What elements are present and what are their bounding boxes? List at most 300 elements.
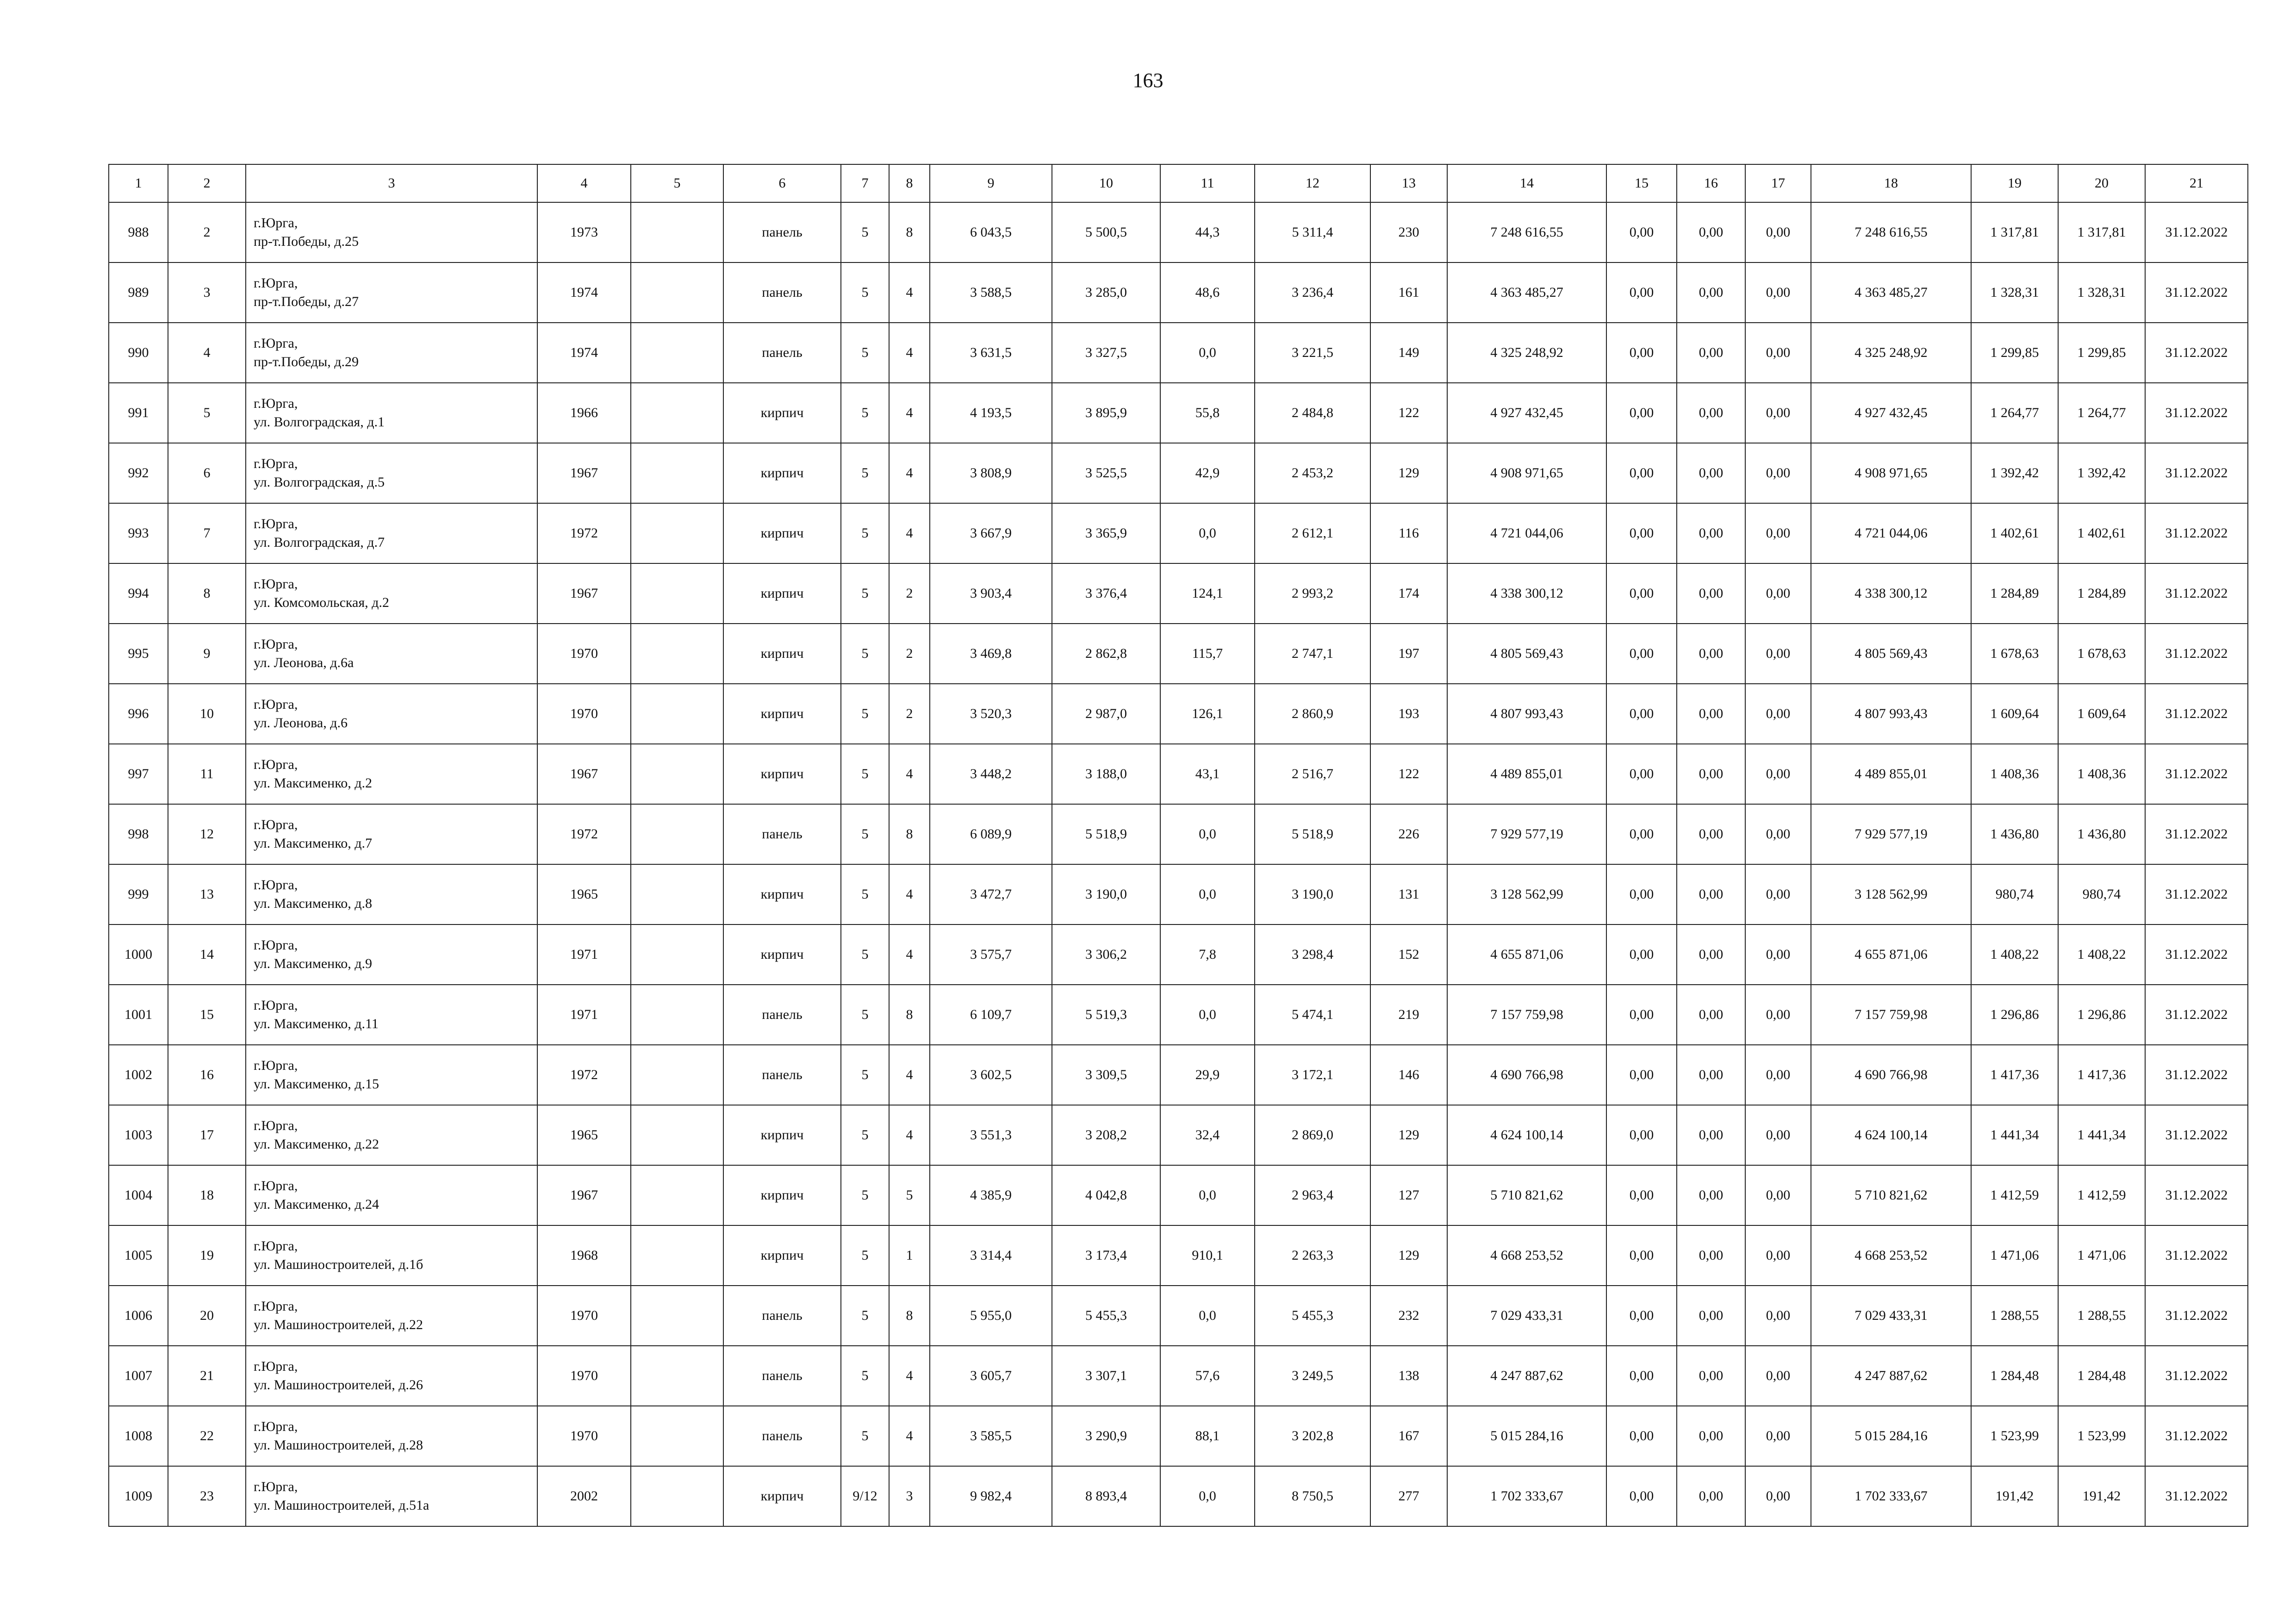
table-row xyxy=(109,1105,2248,1165)
table-cell-col-3 xyxy=(246,1105,537,1165)
address-street: ул. Машиностроителей, д.1б xyxy=(254,1257,423,1272)
table-cell-col-3 xyxy=(246,383,537,443)
table-cell-col-11: 44,3 xyxy=(1160,202,1255,262)
table-cell-col-10: 3 376,4 xyxy=(1052,563,1160,624)
table-cell-col-11: 0,0 xyxy=(1160,503,1255,563)
table-cell-col-16: 0,00 xyxy=(1677,323,1745,383)
table-cell-col-3 xyxy=(246,563,537,624)
table-cell-col-9: 3 808,9 xyxy=(930,443,1052,503)
address-city: г.Юрга, xyxy=(254,1479,298,1494)
table-cell-col-12: 3 172,1 xyxy=(1255,1045,1370,1105)
table-cell-col-10: 5 455,3 xyxy=(1052,1286,1160,1346)
table-cell-col-13: 197 xyxy=(1370,624,1447,684)
table-cell-col-18: 7 929 577,19 xyxy=(1811,804,1971,864)
table-cell-col-9: 3 602,5 xyxy=(930,1045,1052,1105)
table-cell-col-16: 0,00 xyxy=(1677,1406,1745,1466)
table-cell-col-7: 5 xyxy=(841,1045,889,1105)
address-street: ул. Леонова, д.6 xyxy=(254,715,348,731)
table-row xyxy=(109,924,2248,985)
address-city: г.Юрга, xyxy=(254,1058,298,1073)
address-city: г.Юрга, xyxy=(254,516,298,531)
table-cell-col-6: кирпич xyxy=(723,563,841,624)
table-cell-col-10: 3 525,5 xyxy=(1052,443,1160,503)
table-cell-col-5 xyxy=(631,1466,723,1526)
table-cell-col-17: 0,00 xyxy=(1745,924,1811,985)
table-cell-col-3 xyxy=(246,864,537,924)
table-cell-col-19: 1 284,89 xyxy=(1971,563,2058,624)
table-cell-col-21: 31.12.2022 xyxy=(2145,1466,2248,1526)
table-cell-col-3 xyxy=(246,1286,537,1346)
table-cell-col-4: 1967 xyxy=(537,443,631,503)
table-cell-col-18: 4 489 855,01 xyxy=(1811,744,1971,804)
table-cell-col-18: 4 624 100,14 xyxy=(1811,1105,1971,1165)
address-city: г.Юрга, xyxy=(254,877,298,893)
table-cell-col-17: 0,00 xyxy=(1745,1466,1811,1526)
table-cell-col-10: 5 500,5 xyxy=(1052,202,1160,262)
table-cell-col-9: 3 472,7 xyxy=(930,864,1052,924)
table-cell-col-17: 0,00 xyxy=(1745,323,1811,383)
table-cell-col-4: 1970 xyxy=(537,624,631,684)
address-street: ул. Максименко, д.2 xyxy=(254,775,373,791)
table-cell-col-12: 2 860,9 xyxy=(1255,684,1370,744)
table-cell-col-15: 0,00 xyxy=(1606,1286,1677,1346)
column-header-2: 2 xyxy=(168,164,246,202)
table-cell-col-4: 1967 xyxy=(537,744,631,804)
table-cell-col-5 xyxy=(631,1105,723,1165)
table-cell-col-19: 1 296,86 xyxy=(1971,985,2058,1045)
address-street: ул. Максименко, д.7 xyxy=(254,836,373,851)
table-cell-col-12: 2 869,0 xyxy=(1255,1105,1370,1165)
table-cell-col-9: 6 043,5 xyxy=(930,202,1052,262)
table-row xyxy=(109,202,2248,262)
table-cell-col-8: 4 xyxy=(889,1346,930,1406)
table-cell-col-17: 0,00 xyxy=(1745,1286,1811,1346)
table-row xyxy=(109,1165,2248,1225)
table-cell-col-13: 129 xyxy=(1370,1225,1447,1286)
table-cell-col-13: 146 xyxy=(1370,1045,1447,1105)
table-cell-col-2: 8 xyxy=(168,563,246,624)
table-cell-col-8: 4 xyxy=(889,924,930,985)
table-cell-col-20: 1 436,80 xyxy=(2058,804,2145,864)
table-row xyxy=(109,1406,2248,1466)
table-cell-col-17: 0,00 xyxy=(1745,443,1811,503)
table-cell-col-10: 3 309,5 xyxy=(1052,1045,1160,1105)
table-cell-col-2: 22 xyxy=(168,1406,246,1466)
table-cell-col-18: 7 029 433,31 xyxy=(1811,1286,1971,1346)
table-cell-col-3 xyxy=(246,503,537,563)
table-cell-col-14: 7 929 577,19 xyxy=(1447,804,1606,864)
table-cell-col-13: 122 xyxy=(1370,744,1447,804)
table-cell-col-21: 31.12.2022 xyxy=(2145,985,2248,1045)
table-cell-col-7: 5 xyxy=(841,1105,889,1165)
address-street: ул. Комсомольская, д.2 xyxy=(254,595,389,610)
table-cell-col-14: 3 128 562,99 xyxy=(1447,864,1606,924)
table-cell-col-5 xyxy=(631,924,723,985)
table-cell-col-12: 5 455,3 xyxy=(1255,1286,1370,1346)
table-cell-col-8: 4 xyxy=(889,262,930,323)
table-cell-col-4: 1966 xyxy=(537,383,631,443)
table-cell-col-11: 126,1 xyxy=(1160,684,1255,744)
table-cell-col-15: 0,00 xyxy=(1606,1406,1677,1466)
table-cell-col-21: 31.12.2022 xyxy=(2145,1045,2248,1105)
table-cell-col-6: панель xyxy=(723,985,841,1045)
table-cell-col-17: 0,00 xyxy=(1745,503,1811,563)
table-cell-col-18: 4 363 485,27 xyxy=(1811,262,1971,323)
address-street: ул. Максименко, д.15 xyxy=(254,1076,380,1092)
table-cell-col-5 xyxy=(631,624,723,684)
column-header-18: 18 xyxy=(1811,164,1971,202)
table-cell-col-10: 3 285,0 xyxy=(1052,262,1160,323)
table-cell-col-5 xyxy=(631,503,723,563)
column-header-15: 15 xyxy=(1606,164,1677,202)
table-cell-col-9: 4 193,5 xyxy=(930,383,1052,443)
table-cell-col-15: 0,00 xyxy=(1606,323,1677,383)
table-cell-col-14: 5 015 284,16 xyxy=(1447,1406,1606,1466)
address-city: г.Юрга, xyxy=(254,1419,298,1434)
table-cell-col-14: 4 668 253,52 xyxy=(1447,1225,1606,1286)
table-cell-col-15: 0,00 xyxy=(1606,563,1677,624)
table-cell-col-14: 4 807 993,43 xyxy=(1447,684,1606,744)
column-header-19: 19 xyxy=(1971,164,2058,202)
column-header-8: 8 xyxy=(889,164,930,202)
table-cell-col-3 xyxy=(246,985,537,1045)
table-cell-col-8: 2 xyxy=(889,624,930,684)
table-cell-col-6: кирпич xyxy=(723,1165,841,1225)
table-cell-col-6: панель xyxy=(723,202,841,262)
table-cell-col-9: 3 551,3 xyxy=(930,1105,1052,1165)
address-street: ул. Волгоградская, д.1 xyxy=(254,414,385,430)
table-cell-col-10: 2 862,8 xyxy=(1052,624,1160,684)
table-cell-col-19: 1 284,48 xyxy=(1971,1346,2058,1406)
table-cell-col-16: 0,00 xyxy=(1677,1165,1745,1225)
table-cell-col-9: 4 385,9 xyxy=(930,1165,1052,1225)
table-cell-col-8: 5 xyxy=(889,1165,930,1225)
table-cell-col-21: 31.12.2022 xyxy=(2145,1346,2248,1406)
table-cell-col-3 xyxy=(246,262,537,323)
table-cell-col-16: 0,00 xyxy=(1677,684,1745,744)
table-cell-col-10: 8 893,4 xyxy=(1052,1466,1160,1526)
table-row xyxy=(109,262,2248,323)
table-cell-col-4: 1972 xyxy=(537,1045,631,1105)
table-cell-col-15: 0,00 xyxy=(1606,262,1677,323)
table-cell-col-6: кирпич xyxy=(723,684,841,744)
table-cell-col-6: панель xyxy=(723,1406,841,1466)
table-cell-col-8: 8 xyxy=(889,1286,930,1346)
table-cell-col-2: 20 xyxy=(168,1286,246,1346)
table-cell-col-16: 0,00 xyxy=(1677,503,1745,563)
address-street: ул. Максименко, д.24 xyxy=(254,1197,380,1212)
table-cell-col-4: 1972 xyxy=(537,503,631,563)
table-cell-col-9: 3 631,5 xyxy=(930,323,1052,383)
table-cell-col-18: 4 690 766,98 xyxy=(1811,1045,1971,1105)
table-cell-col-17: 0,00 xyxy=(1745,1105,1811,1165)
table-row xyxy=(109,1286,2248,1346)
table-cell-col-1: 991 xyxy=(109,383,168,443)
table-cell-col-7: 9/12 xyxy=(841,1466,889,1526)
table-cell-col-17: 0,00 xyxy=(1745,1165,1811,1225)
table-cell-col-6: кирпич xyxy=(723,924,841,985)
table-cell-col-14: 4 655 871,06 xyxy=(1447,924,1606,985)
table-cell-col-6: кирпич xyxy=(723,1105,841,1165)
table-cell-col-18: 4 338 300,12 xyxy=(1811,563,1971,624)
table-cell-col-3 xyxy=(246,1466,537,1526)
table-cell-col-21: 31.12.2022 xyxy=(2145,323,2248,383)
column-header-11: 11 xyxy=(1160,164,1255,202)
table-cell-col-2: 6 xyxy=(168,443,246,503)
table-cell-col-4: 1972 xyxy=(537,804,631,864)
table-cell-col-15: 0,00 xyxy=(1606,804,1677,864)
table-cell-col-9: 3 588,5 xyxy=(930,262,1052,323)
table-cell-col-18: 3 128 562,99 xyxy=(1811,864,1971,924)
table-cell-col-18: 4 247 887,62 xyxy=(1811,1346,1971,1406)
table-cell-col-20: 1 417,36 xyxy=(2058,1045,2145,1105)
table-cell-col-15: 0,00 xyxy=(1606,1105,1677,1165)
table-row xyxy=(109,1045,2248,1105)
table-cell-col-14: 4 690 766,98 xyxy=(1447,1045,1606,1105)
address-city: г.Юрга, xyxy=(254,576,298,592)
table-cell-col-3 xyxy=(246,744,537,804)
table-cell-col-5 xyxy=(631,1165,723,1225)
table-cell-col-18: 7 248 616,55 xyxy=(1811,202,1971,262)
table-cell-col-8: 8 xyxy=(889,804,930,864)
table-cell-col-2: 16 xyxy=(168,1045,246,1105)
table-cell-col-2: 19 xyxy=(168,1225,246,1286)
table-cell-col-15: 0,00 xyxy=(1606,202,1677,262)
table-cell-col-19: 1 408,36 xyxy=(1971,744,2058,804)
address-street: ул. Максименко, д.11 xyxy=(254,1016,379,1031)
table-cell-col-15: 0,00 xyxy=(1606,924,1677,985)
table-cell-col-14: 4 721 044,06 xyxy=(1447,503,1606,563)
table-cell-col-5 xyxy=(631,864,723,924)
table-cell-col-13: 129 xyxy=(1370,443,1447,503)
table-cell-col-7: 5 xyxy=(841,804,889,864)
column-header-1: 1 xyxy=(109,164,168,202)
table-cell-col-5 xyxy=(631,804,723,864)
table-cell-col-18: 7 157 759,98 xyxy=(1811,985,1971,1045)
table-cell-col-20: 1 328,31 xyxy=(2058,262,2145,323)
table-row xyxy=(109,1225,2248,1286)
table-cell-col-6: кирпич xyxy=(723,1466,841,1526)
address-street: ул. Леонова, д.6а xyxy=(254,655,354,670)
table-cell-col-4: 1967 xyxy=(537,1165,631,1225)
table-cell-col-2: 5 xyxy=(168,383,246,443)
table-cell-col-3 xyxy=(246,1045,537,1105)
table-cell-col-1: 1004 xyxy=(109,1165,168,1225)
table-cell-col-12: 2 453,2 xyxy=(1255,443,1370,503)
table-cell-col-18: 4 668 253,52 xyxy=(1811,1225,1971,1286)
address-city: г.Юрга, xyxy=(254,817,298,832)
table-cell-col-18: 4 655 871,06 xyxy=(1811,924,1971,985)
table-cell-col-2: 12 xyxy=(168,804,246,864)
table-header-row xyxy=(109,164,2248,202)
table-cell-col-7: 5 xyxy=(841,624,889,684)
table-cell-col-16: 0,00 xyxy=(1677,924,1745,985)
table-cell-col-2: 9 xyxy=(168,624,246,684)
address-city: г.Юрга, xyxy=(254,757,298,772)
table-cell-col-6: кирпич xyxy=(723,383,841,443)
table-cell-col-10: 5 518,9 xyxy=(1052,804,1160,864)
table-cell-col-7: 5 xyxy=(841,323,889,383)
table-cell-col-5 xyxy=(631,684,723,744)
address-street: ул. Волгоградская, д.7 xyxy=(254,535,385,550)
table-cell-col-13: 138 xyxy=(1370,1346,1447,1406)
column-header-21: 21 xyxy=(2145,164,2248,202)
column-header-6: 6 xyxy=(723,164,841,202)
table-cell-col-21: 31.12.2022 xyxy=(2145,1225,2248,1286)
table-cell-col-8: 4 xyxy=(889,1045,930,1105)
address-street: ул. Машиностроителей, д.22 xyxy=(254,1317,423,1332)
table-cell-col-1: 1001 xyxy=(109,985,168,1045)
column-header-7: 7 xyxy=(841,164,889,202)
table-cell-col-5 xyxy=(631,1406,723,1466)
table-cell-col-16: 0,00 xyxy=(1677,804,1745,864)
table-cell-col-16: 0,00 xyxy=(1677,1466,1745,1526)
table-cell-col-3 xyxy=(246,924,537,985)
table-cell-col-3 xyxy=(246,1406,537,1466)
table-cell-col-11: 0,0 xyxy=(1160,323,1255,383)
table-cell-col-4: 1970 xyxy=(537,1406,631,1466)
address-city: г.Юрга, xyxy=(254,336,298,351)
table-cell-col-5 xyxy=(631,383,723,443)
table-cell-col-20: 980,74 xyxy=(2058,864,2145,924)
table-cell-col-14: 4 927 432,45 xyxy=(1447,383,1606,443)
table-cell-col-12: 3 298,4 xyxy=(1255,924,1370,985)
table-cell-col-8: 2 xyxy=(889,563,930,624)
table-cell-col-13: 116 xyxy=(1370,503,1447,563)
table-cell-col-15: 0,00 xyxy=(1606,443,1677,503)
table-cell-col-17: 0,00 xyxy=(1745,864,1811,924)
table-cell-col-8: 3 xyxy=(889,1466,930,1526)
table-cell-col-6: кирпич xyxy=(723,624,841,684)
table-cell-col-18: 4 927 432,45 xyxy=(1811,383,1971,443)
table-cell-col-21: 31.12.2022 xyxy=(2145,202,2248,262)
table-cell-col-14: 5 710 821,62 xyxy=(1447,1165,1606,1225)
table-cell-col-10: 3 307,1 xyxy=(1052,1346,1160,1406)
table-cell-col-19: 1 299,85 xyxy=(1971,323,2058,383)
table-cell-col-6: кирпич xyxy=(723,1225,841,1286)
table-cell-col-19: 1 317,81 xyxy=(1971,202,2058,262)
table-cell-col-11: 124,1 xyxy=(1160,563,1255,624)
table-cell-col-13: 131 xyxy=(1370,864,1447,924)
address-street: ул. Машиностроителей, д.26 xyxy=(254,1377,423,1393)
table-cell-col-19: 1 264,77 xyxy=(1971,383,2058,443)
table-cell-col-1: 996 xyxy=(109,684,168,744)
table-cell-col-8: 4 xyxy=(889,1105,930,1165)
address-street: ул. Максименко, д.22 xyxy=(254,1137,380,1152)
table-cell-col-4: 1970 xyxy=(537,1346,631,1406)
table-cell-col-17: 0,00 xyxy=(1745,1346,1811,1406)
table-cell-col-10: 2 987,0 xyxy=(1052,684,1160,744)
table-cell-col-10: 4 042,8 xyxy=(1052,1165,1160,1225)
housing-register-table xyxy=(108,164,2248,1527)
table-cell-col-11: 0,0 xyxy=(1160,864,1255,924)
table-row xyxy=(109,1346,2248,1406)
table-cell-col-11: 55,8 xyxy=(1160,383,1255,443)
table-cell-col-15: 0,00 xyxy=(1606,1346,1677,1406)
table-cell-col-17: 0,00 xyxy=(1745,563,1811,624)
table-cell-col-1: 990 xyxy=(109,323,168,383)
table-cell-col-2: 10 xyxy=(168,684,246,744)
table-cell-col-13: 230 xyxy=(1370,202,1447,262)
table-cell-col-1: 998 xyxy=(109,804,168,864)
table-cell-col-9: 3 585,5 xyxy=(930,1406,1052,1466)
table-cell-col-4: 1970 xyxy=(537,684,631,744)
table-cell-col-6: кирпич xyxy=(723,443,841,503)
table-cell-col-17: 0,00 xyxy=(1745,1225,1811,1286)
table-cell-col-10: 3 188,0 xyxy=(1052,744,1160,804)
table-cell-col-1: 995 xyxy=(109,624,168,684)
table-cell-col-20: 1 408,22 xyxy=(2058,924,2145,985)
table-row xyxy=(109,744,2248,804)
table-cell-col-2: 3 xyxy=(168,262,246,323)
table-row xyxy=(109,443,2248,503)
table-cell-col-5 xyxy=(631,1346,723,1406)
table-cell-col-11: 29,9 xyxy=(1160,1045,1255,1105)
table-cell-col-20: 1 284,89 xyxy=(2058,563,2145,624)
table-cell-col-10: 3 365,9 xyxy=(1052,503,1160,563)
table-cell-col-3 xyxy=(246,684,537,744)
table-cell-col-8: 4 xyxy=(889,503,930,563)
table-cell-col-14: 4 363 485,27 xyxy=(1447,262,1606,323)
table-cell-col-18: 1 702 333,67 xyxy=(1811,1466,1971,1526)
table-cell-col-14: 1 702 333,67 xyxy=(1447,1466,1606,1526)
table-cell-col-1: 1003 xyxy=(109,1105,168,1165)
table-cell-col-3 xyxy=(246,323,537,383)
table-cell-col-10: 3 895,9 xyxy=(1052,383,1160,443)
table-cell-col-13: 174 xyxy=(1370,563,1447,624)
table-cell-col-11: 0,0 xyxy=(1160,1165,1255,1225)
table-cell-col-4: 1970 xyxy=(537,1286,631,1346)
table-cell-col-7: 5 xyxy=(841,503,889,563)
table-cell-col-16: 0,00 xyxy=(1677,1346,1745,1406)
table-cell-col-3 xyxy=(246,804,537,864)
table-cell-col-18: 5 015 284,16 xyxy=(1811,1406,1971,1466)
table-cell-col-16: 0,00 xyxy=(1677,383,1745,443)
table-cell-col-1: 1007 xyxy=(109,1346,168,1406)
page-number: 163 xyxy=(1132,69,1164,92)
table-cell-col-10: 3 173,4 xyxy=(1052,1225,1160,1286)
table-cell-col-12: 2 747,1 xyxy=(1255,624,1370,684)
table-cell-col-2: 21 xyxy=(168,1346,246,1406)
table-row xyxy=(109,503,2248,563)
address-city: г.Юрга, xyxy=(254,937,298,953)
table-cell-col-7: 5 xyxy=(841,563,889,624)
table-cell-col-6: кирпич xyxy=(723,864,841,924)
table-cell-col-1: 999 xyxy=(109,864,168,924)
table-cell-col-13: 277 xyxy=(1370,1466,1447,1526)
table-cell-col-5 xyxy=(631,1045,723,1105)
column-header-4: 4 xyxy=(537,164,631,202)
table-cell-col-14: 4 908 971,65 xyxy=(1447,443,1606,503)
table-row xyxy=(109,804,2248,864)
table-cell-col-20: 1 296,86 xyxy=(2058,985,2145,1045)
address-street: ул. Максименко, д.8 xyxy=(254,896,373,911)
table-cell-col-6: панель xyxy=(723,1346,841,1406)
address-city: г.Юрга, xyxy=(254,456,298,471)
table-cell-col-15: 0,00 xyxy=(1606,1225,1677,1286)
table-cell-col-6: панель xyxy=(723,1286,841,1346)
table-cell-col-15: 0,00 xyxy=(1606,1165,1677,1225)
table-cell-col-16: 0,00 xyxy=(1677,1286,1745,1346)
table-cell-col-18: 4 807 993,43 xyxy=(1811,684,1971,744)
table-cell-col-1: 992 xyxy=(109,443,168,503)
table-cell-col-10: 3 290,9 xyxy=(1052,1406,1160,1466)
table-cell-col-5 xyxy=(631,563,723,624)
table-cell-col-19: 191,42 xyxy=(1971,1466,2058,1526)
table-cell-col-13: 127 xyxy=(1370,1165,1447,1225)
table-body xyxy=(109,202,2248,1526)
table-cell-col-8: 2 xyxy=(889,684,930,744)
